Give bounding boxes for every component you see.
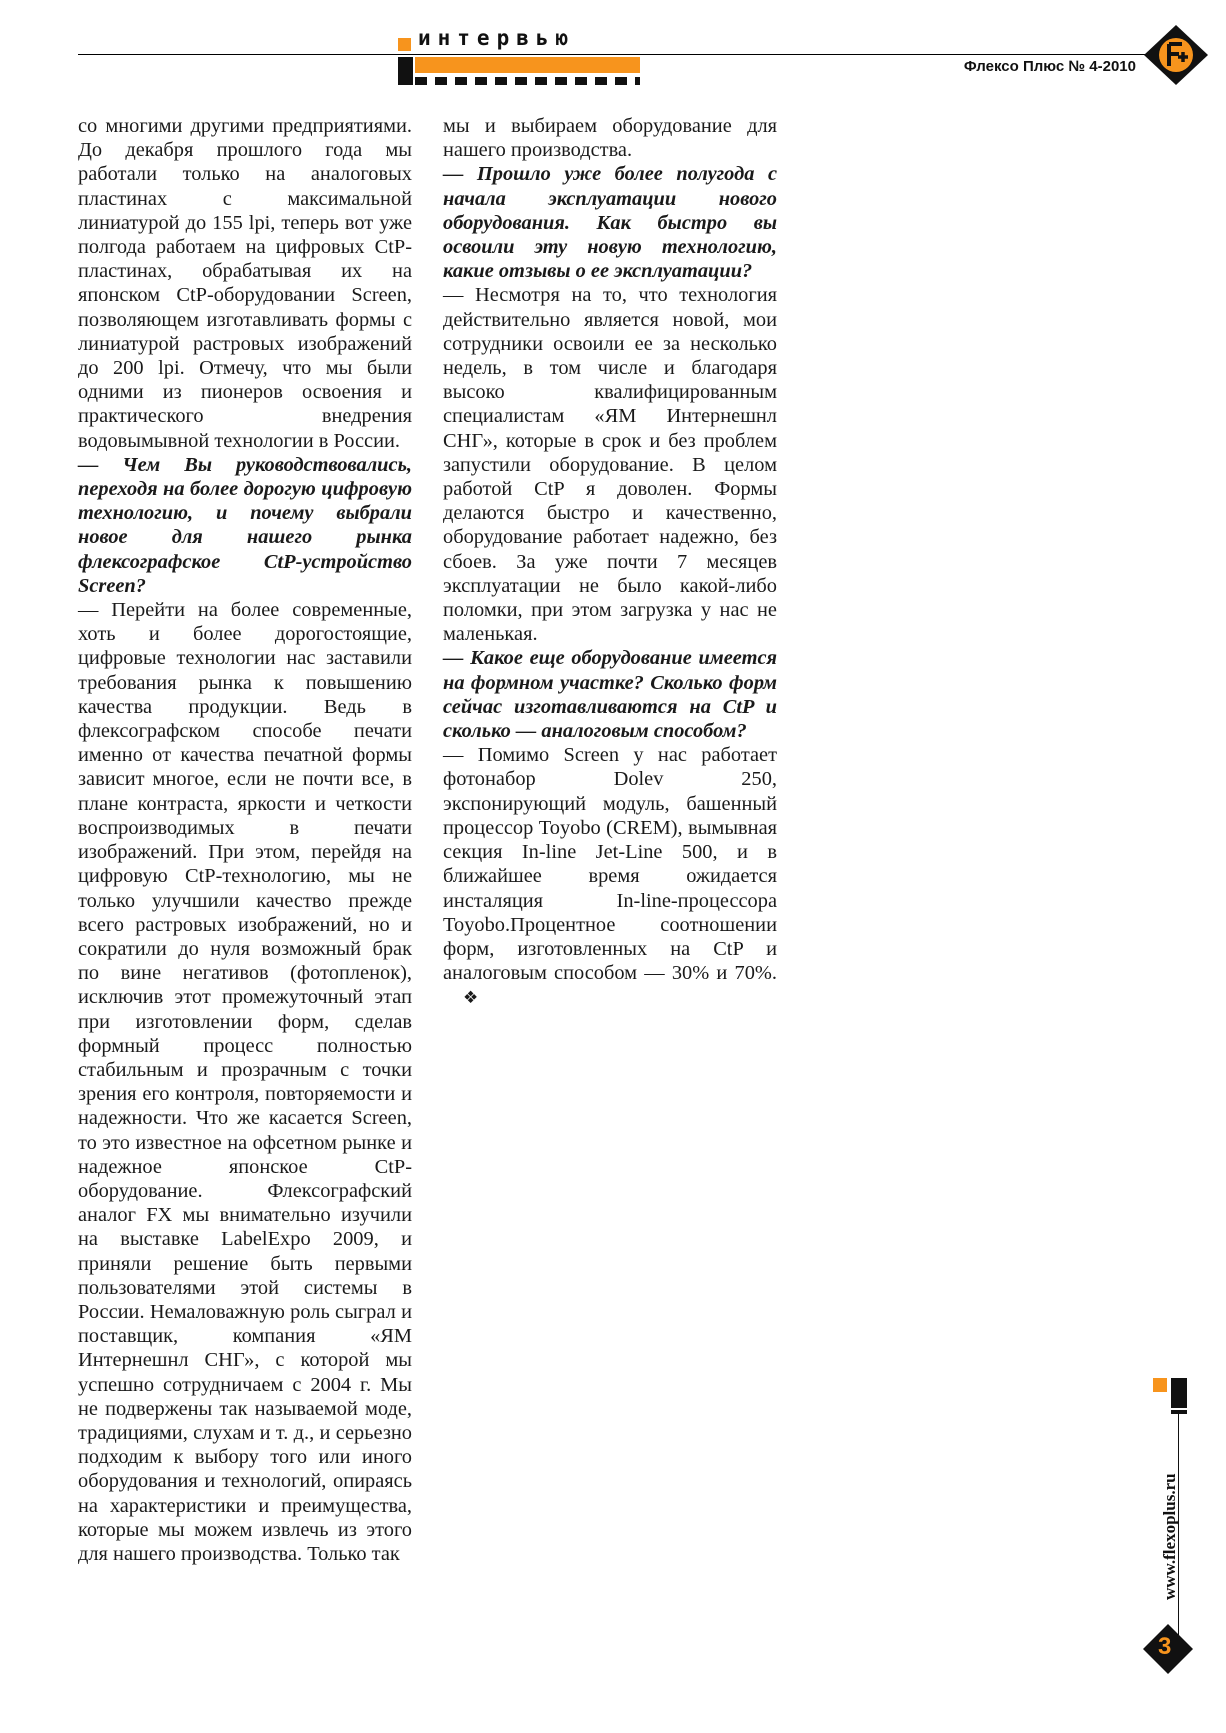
section-orange-block [415,57,640,73]
sidebar-black-tick [1171,1410,1187,1414]
header-rule [78,54,1150,55]
end-mark-icon: ❖ [463,988,479,1009]
interview-question: — Чем Вы руководствовались, переходя на более дорогую цифровую технологию, и почему выбрали новое для нашего рынка флексографское CtP-устройство Screen? [78,453,412,597]
paragraph: со многими другими предприятиями. До декабря прошлого года мы работали только на аналоговых пластинах с максимальной линиатурой до 155 lpi, теперь вот уже полгода работаем на цифровых CtP-пластинах, обрабатывая их на японском CtP-оборудовании Screen, позволяющем изготавливать формы с линиатурой растровых изображений до 200 lpi. Отмечу, что мы были одними из пионеров освоения и практического внедрения водовымывной технологии в России. [78,115,412,452]
page-number: 3 [1158,1633,1172,1660]
interview-question: — Прошло уже более полугода с начала эксплуатации нового оборудования. Как быстро вы освоили эту новую технологию, какие отзывы о ее эксплуатации? [443,163,777,283]
interview-question: — Какое еще оборудование имеется на формном участке? Сколько форм сейчас изготавливаются на CtP и сколько — аналоговым способом? [443,647,777,743]
sidebar-orange-square [1153,1378,1167,1392]
article-column-2 [443,114,777,1011]
paragraph: — Несмотря на то, что технология действительно является новой, мои сотрудники освоили ее за несколько недель, в том числе и благодаря высоко квалифицированным специалистам «ЯМ Интернешнл СНГ», которые в срок и без проблем запустили оборудование. В целом работой CtP я доволен. Формы делаются быстро и качественно, оборудование работает надежно, без сбоев. За уже почти 7 месяцев эксплуатации не было какой-либо поломки, при этом загрузка у нас не маленькая. [443,284,777,646]
page-number-badge [1142,1623,1194,1675]
paragraph: мы и выбираем оборудование для нашего производства. [443,115,777,162]
section-black-bar [398,57,413,85]
section-label: интервью [418,26,576,50]
website-url[interactable]: www.flexoplus.ru [1160,1473,1179,1600]
issue-label: Флексо Плюс № 4-2010 [963,58,1136,75]
paragraph [443,743,777,1010]
article-column-1 [78,114,412,1566]
flexo-plus-logo-icon [1142,24,1210,86]
section-accent-square [398,38,411,51]
paragraph: — Перейти на более современные, хоть и более дорогостоящие, цифровые технологии нас заставили требования рынка к повышению качества продукции. Ведь в флексографском способе печати именно от качества печатной формы зависит многое, если не почти все, в плане контраста, яркости и четкости воспроизводимых в печати изображений. При этом, перейдя на цифровую CtP-технологию, мы не только улучшили качество прежде всего растровых изображений, но и сократили до нуля возможный брак по вине негативов (фотопленок), исключив этот промежуточный этап при изготовлении форм, сделав формный процесс полностью стабильным и прозрачным с точки зрения его контроля, повторяемости и надежности. Что же касается Screen, то это известное на офсетном рынке и надежное японское CtP-оборудование. Флексографский аналог FX мы внимательно изучили на выставке LabelExpo 2009, и приняли решение быть первыми пользователями этой системы в России. Немаловажную роль сыграл и поставщик, компания «ЯМ Интернешнл СНГ», с которой мы успешно сотрудничаем с 2004 г. Мы не подвержены так называемой моде, традициями, слухам и т. д., и серьезно подходим к выбору того или иного оборудования и технологий, опираясь на характеристики и преимущества, которые мы можем извлечь из этого для нашего производства. Только так [78,599,412,1565]
paragraph-text: — Помимо Screen у нас работает фотонабор Dolev 250, экспонирующий модуль, башенный процессор Toyobo (CREM), вымывная секция In-line Jet-Line 500, и в ближайшее время ожидается инсталяция In-line-процессора Toyobo.Процентное соотношении форм, изготовленных на CtP и аналоговым способом — 30% и 70%. [443,744,777,985]
sidebar-black-bar [1171,1378,1187,1408]
section-dotted-bar [415,77,640,85]
